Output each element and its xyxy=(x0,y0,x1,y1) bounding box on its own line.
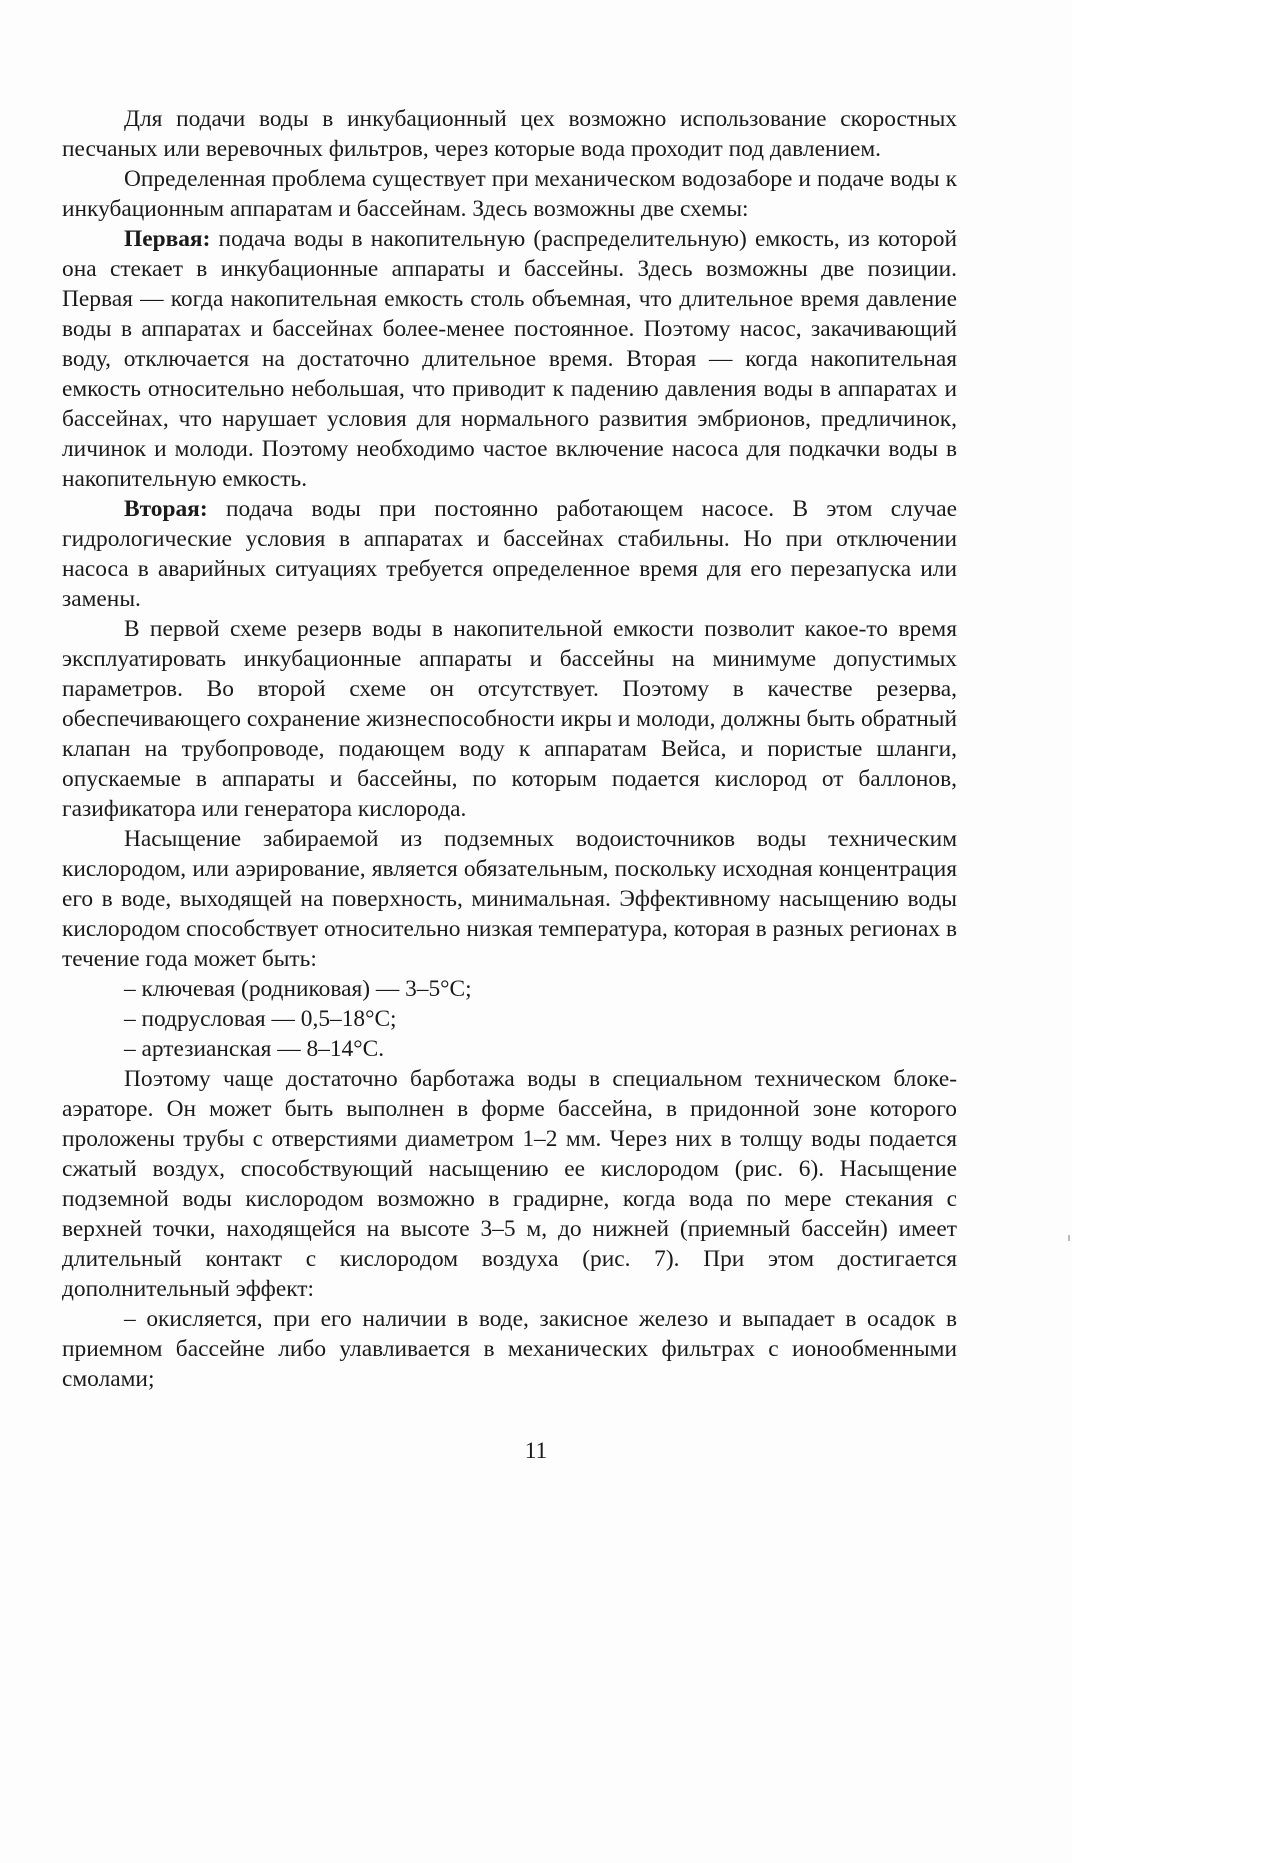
paragraph: – окисляется, при его наличии в воде, закисное железо и выпадает в осадок в приемном бассейне либо улавливается в механических фильтрах с ионообменными смолами; xyxy=(62,1306,957,1392)
paragraph-body: подача воды при постоянно работающем насосе. В этом случае гидрологические условия в аппаратах и бассейнах стабильны. Но при отключении насоса в аварийных ситуациях требуется определенное время для его перезапуска или замены. xyxy=(62,496,957,612)
list-item: – подрусловая — 0,5–18°С; xyxy=(124,1006,397,1032)
paragraph: Поэтому чаще достаточно барботажа воды в специальном техническом блоке-аэраторе. Он может быть выполнен в форме бассейна, в придонной зоне которого проложены трубы с отверстиями диаметром 1–2 мм. Через них в толщу воды подается сжатый воздух, способствующий насыщению ее кислородом (рис. 6). Насыщение подземной воды кислородом возможно в градирне, когда вода по мере стекания с верхней точки, находящейся на высоте 3–5 м, до нижней (приемный бассейн) имеет длительный контакт с кислородом воздуха (рис. 7). При этом достигается дополнительный эффект: xyxy=(62,1066,957,1302)
list-item: – ключевая (родниковая) — 3–5°С; xyxy=(124,976,472,1002)
paragraph: Определенная проблема существует при механическом водозаборе и подаче воды к инкубационным аппаратам и бассейнам. Здесь возможны две схемы: xyxy=(62,166,957,222)
paragraph: Насыщение забираемой из подземных водоисточников воды техническим кислородом, или аэрирование, является обязательным, поскольку исходная концентрация его в воде, выходящей на поверхность, минимальная. Эффективному насыщению воды кислородом способствует относительно низкая температура, которая в разных регионах в течение года может быть: xyxy=(62,826,957,972)
list-item: – артезианская — 8–14°С. xyxy=(124,1036,385,1062)
paragraph xyxy=(62,494,957,614)
page-number: 11 xyxy=(524,1438,548,1464)
paragraph: В первой схеме резерв воды в накопительной емкости позволит какое-то время эксплуатировать инкубационные аппараты и бассейны на минимуме допустимых параметров. Во второй схеме он отсутствует. Поэтому в качестве резерва, обеспечивающего сохранение жизнеспособности икры и молоди, должны быть обратный клапан на трубопроводе, подающем воду к аппаратам Вейса, и пористые шланги, опускаемые в аппараты и бассейны, по которым подается кислород от баллонов, газификатора или генератора кислорода. xyxy=(62,616,957,822)
paragraph: Для подачи воды в инкубационный цех возможно использование скоростных песчаных или веревочных фильтров, через которые вода проходит под давлением. xyxy=(62,106,957,162)
scan-speck xyxy=(1068,1235,1070,1241)
paragraph-lead: Первая: xyxy=(124,226,211,252)
paragraph-body: подача воды в накопительную (распределительную) емкость, из которой она стекает в инкубационные аппараты и бассейны. Здесь возможны две позиции. Первая — когда накопительная емкость столь объемная, что длительное время давление воды в аппаратах и бассейнах более-менее постоянное. Поэтому насос, закачивающий воду, отключается на достаточно длительное время. Вторая — когда накопительная емкость относительно небольшая, что приводит к падению давления воды в аппаратах и бассейнах, что нарушает условия для нормального развития эмбрионов, предличинок, личинок и молоди. Поэтому необходимо частое включение насоса для подкачки воды в накопительную емкость. xyxy=(62,226,957,492)
paragraph-lead: Вторая: xyxy=(124,496,208,522)
body-text xyxy=(62,104,957,1394)
paragraph xyxy=(62,224,957,494)
